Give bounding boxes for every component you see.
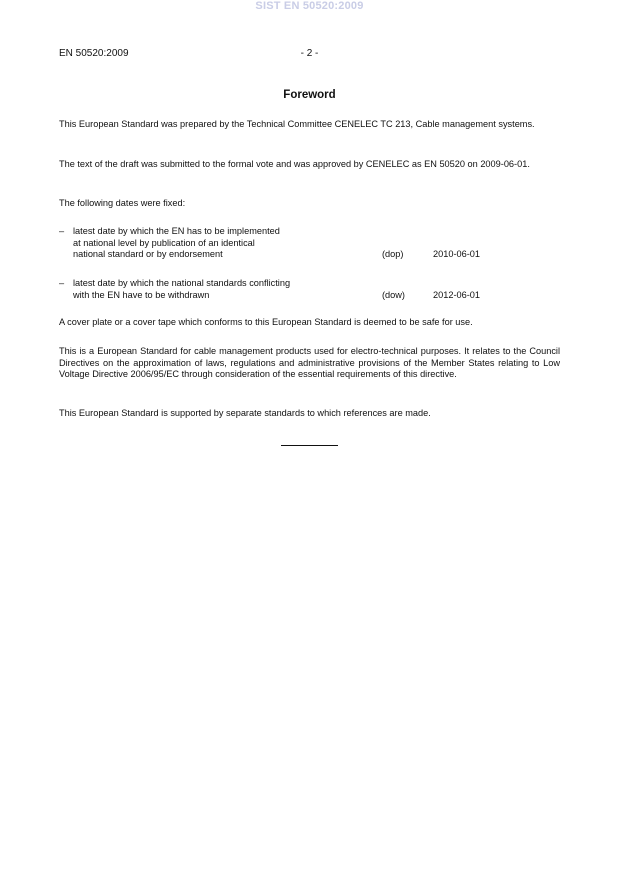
paragraph-dates-intro: The following dates were fixed: [59, 198, 186, 208]
date-code: (dop) [382, 249, 404, 259]
paragraph-vote: The text of the draft was submitted to the formal vote and was approved by CENELEC as EN 50520 on 2009-06-01. [59, 159, 530, 169]
document-id: EN 50520:2009 [59, 48, 129, 59]
date-code: (dow) [382, 290, 405, 300]
date-item-description [73, 278, 373, 301]
date-item-dow [59, 278, 560, 302]
watermark: SIST EN 50520:2009 [255, 0, 364, 12]
page-number: - 2 - [300, 48, 319, 59]
date-value: 2012-06-01 [433, 290, 480, 300]
list-dash: – [59, 226, 65, 236]
date-item-line: with the EN have to be withdrawn [73, 289, 210, 300]
date-item-line: at national level by publication of an identical [73, 237, 255, 248]
list-dash: – [59, 278, 65, 288]
date-item-dop [59, 226, 560, 262]
date-value: 2010-06-01 [433, 249, 480, 259]
date-item-line: latest date by which the EN has to be implemented [73, 226, 280, 236]
date-item-line: national standard or by endorsement [73, 249, 223, 259]
paragraph-cover-plate: A cover plate or a cover tape which conforms to this European Standard is deemed to be safe for use. [59, 317, 473, 327]
page-title: Foreword [283, 89, 336, 101]
paragraph-supporting-standards: This European Standard is supported by separate standards to which references are made. [59, 408, 431, 418]
paragraph-prepared-by: This European Standard was prepared by the Technical Committee CENELEC TC 213, Cable management systems. [59, 119, 535, 129]
end-rule [281, 445, 338, 446]
paragraph-directive: This is a European Standard for cable management products used for electro-technical purposes. It relates to the Council Directives on the approximation of laws, regulations and administrative provisions of the Member States relating to Low Voltage Directive 2006/95/EC through consideration of the essential requirements of this directive. [59, 346, 560, 379]
date-item-line: latest date by which the national standards conflicting [73, 278, 291, 288]
date-item-description [73, 226, 373, 261]
